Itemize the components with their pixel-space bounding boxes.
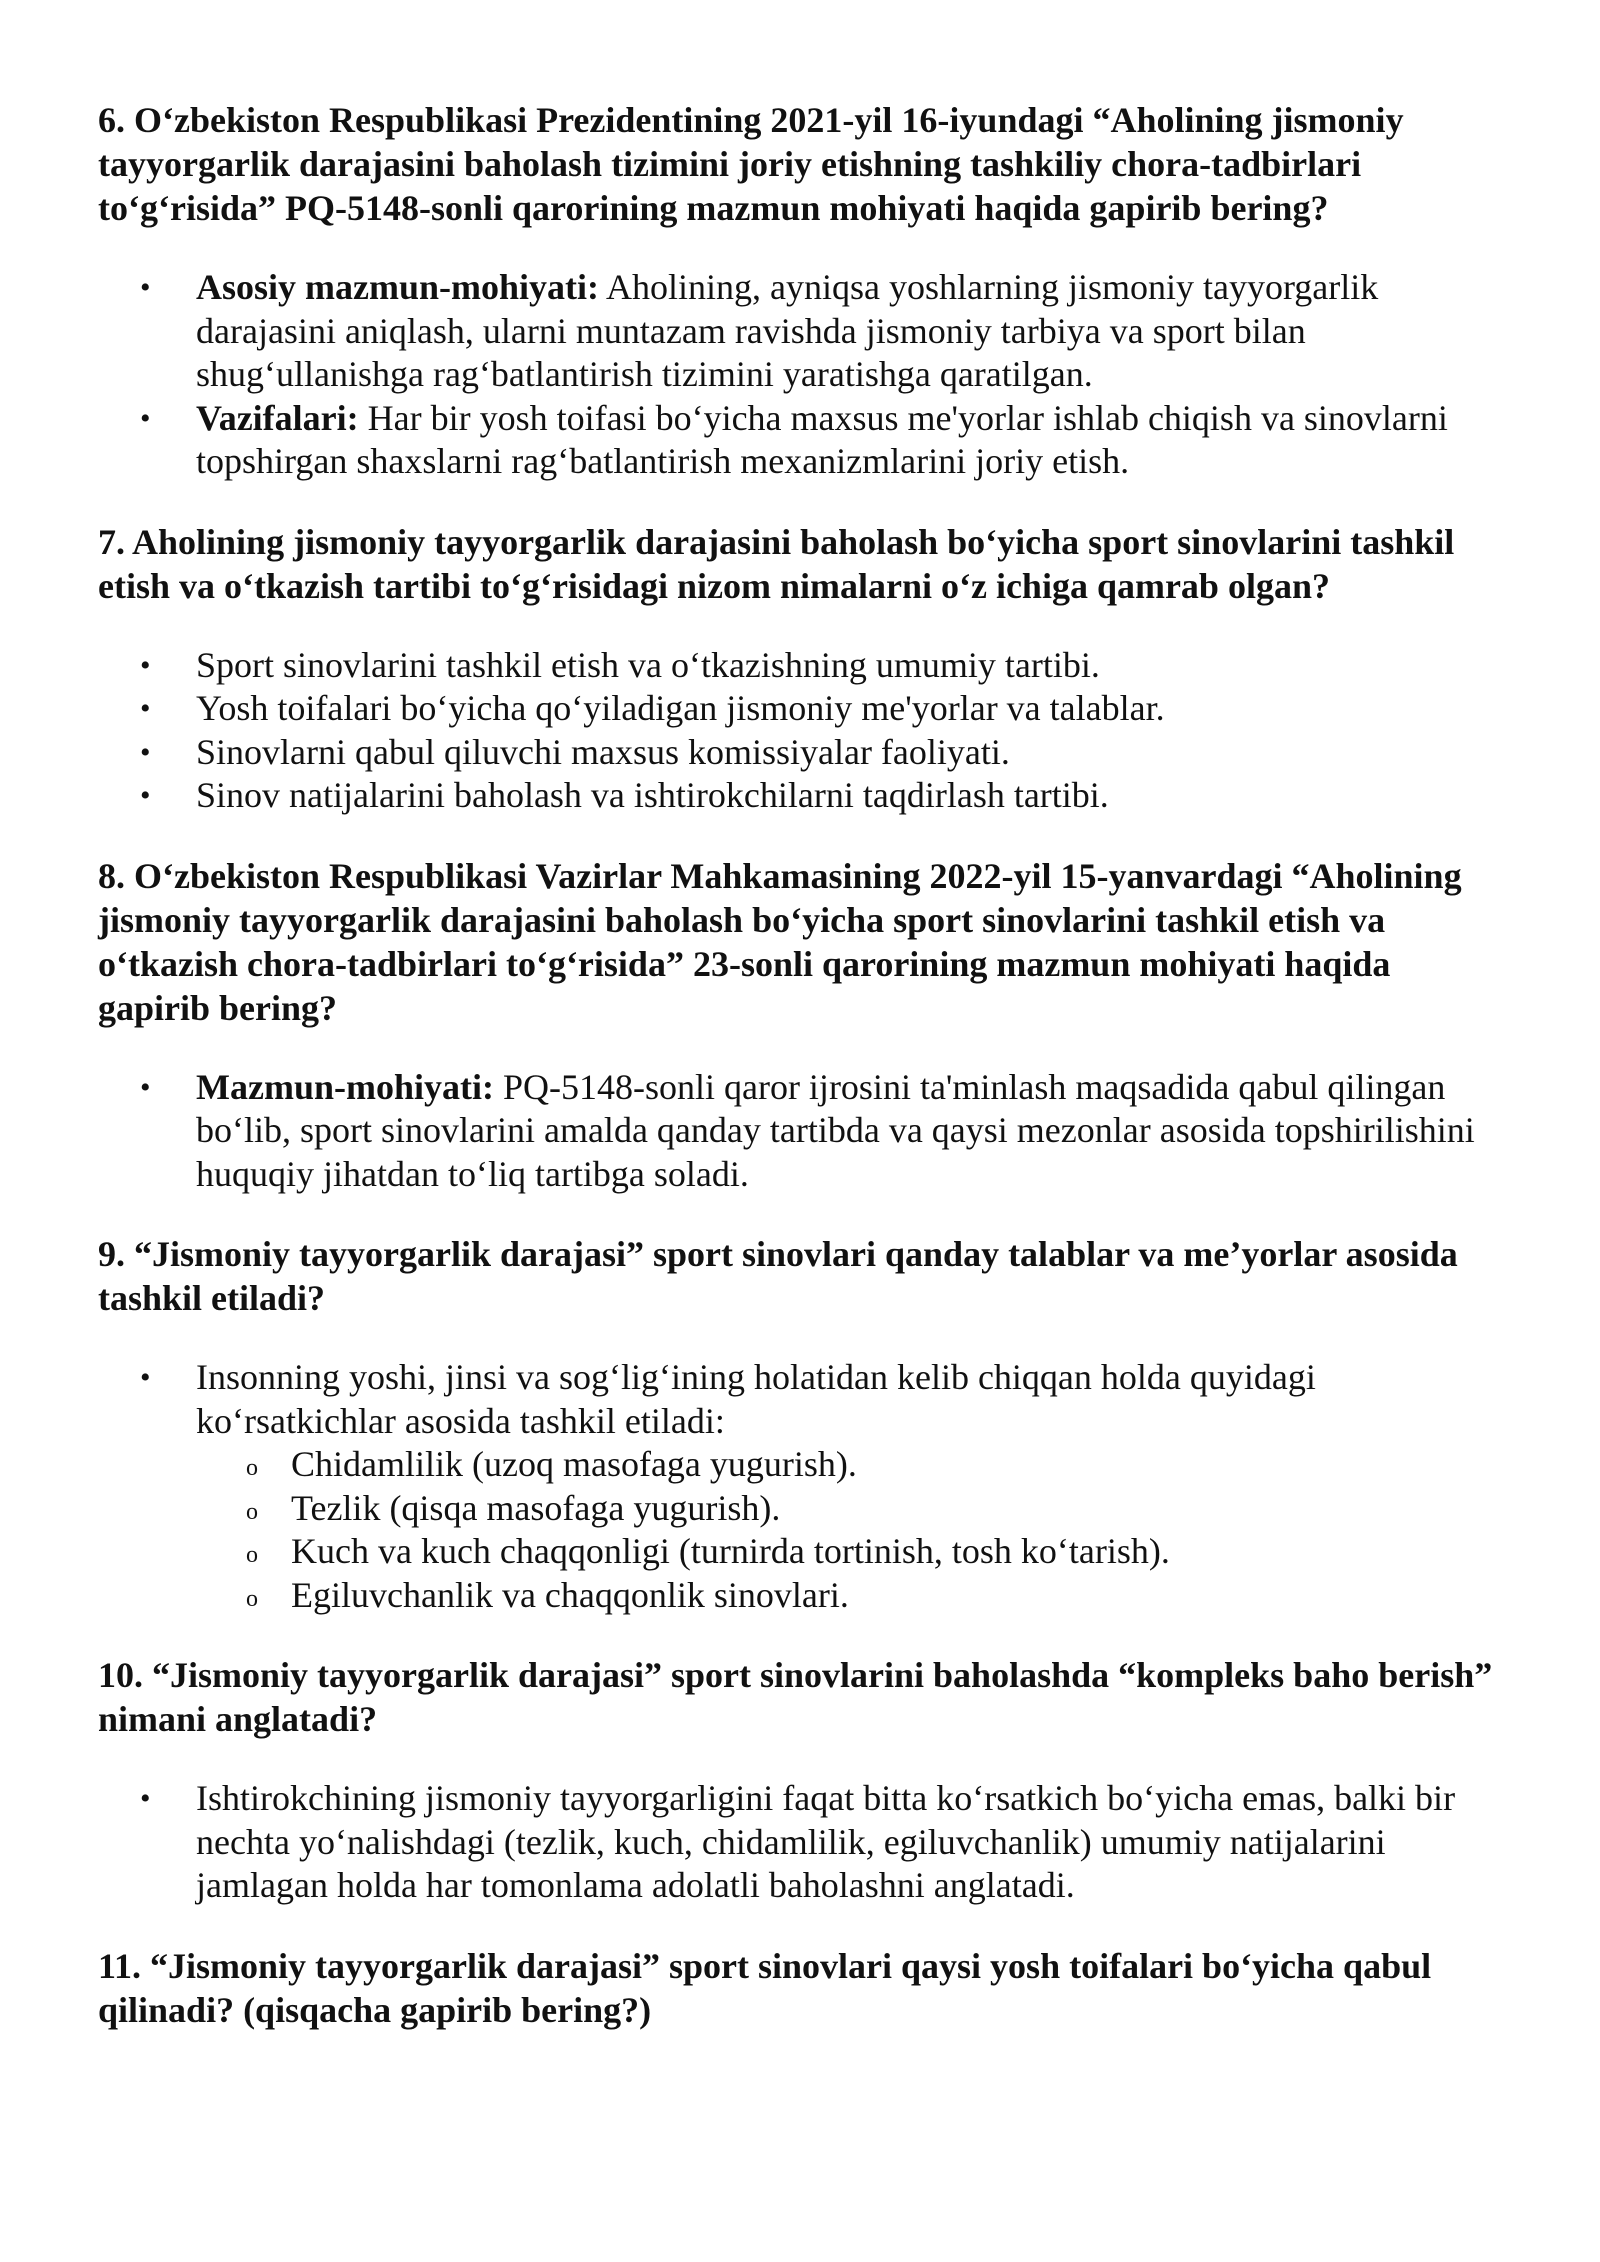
question-10: 10. “Jismoniy tayyorgarlik darajasi” sport sinovlarini baholashda “kompleks baho berish” nimani anglatadi?	[98, 1655, 1493, 1739]
list-item: • Ishtirokchining jismoniy tayyorgarligini faqat bitta ko‘rsatkich bo‘yicha emas, balki bir nechta yo‘nalishdagi (tezlik, kuch, chidamlilik, egiluvchanlik) umumiy natijalarini jamlagan holda har tomonlama adolatli baholashni anglatadi.	[98, 1777, 1510, 1908]
item-label: Mazmun-mohiyati:	[196, 1066, 494, 1107]
list-item	[98, 1066, 1510, 1197]
list-item	[98, 266, 1510, 397]
sub-list	[196, 1443, 1510, 1617]
question-7: 7. Aholining jismoniy tayyorgarlik darajasini baholash bo‘yicha sport sinovlarini tashkil etish va o‘tkazish tartibi to‘g‘risidagi nizom nimalarni o‘z ichiga qamrab olgan?	[98, 521, 1455, 606]
list-item: • Sinov natijalarini baholash va ishtirokchilarni taqdirlash tartibi.	[98, 774, 1510, 818]
sub-list-item: o Egiluvchanlik va chaqqonlik sinovlari.	[196, 1574, 1510, 1618]
sub-list-item: o Tezlik (qisqa masofaga yugurish).	[196, 1487, 1510, 1531]
answer-list-8	[98, 1066, 1510, 1197]
list-item: • Sport sinovlarini tashkil etish va o‘tkazishning umumiy tartibi.	[98, 644, 1510, 688]
item-label: Asosiy mazmun-mohiyati:	[196, 267, 599, 307]
sub-list-item: o Chidamlilik (uzoq masofaga yugurish).	[196, 1443, 1510, 1487]
list-item	[98, 1356, 1510, 1617]
answer-list-10	[98, 1777, 1510, 1908]
item-text: Aholining, ayniqsa yoshlarning jismoniy tayyorgarlik darajasini aniqlash, ularni muntazam ravishda jismoniy tarbiya va sport bilan shug‘ullanishga rag‘batlantirish tizimini yaratishga qaratilgan.	[196, 267, 1379, 394]
item-text: Insonning yoshi, jinsi va sog‘lig‘ining holatidan kelib chiqqan holda quyidagi ko‘rsatkichlar asosida tashkil etiladi:	[196, 1357, 1316, 1441]
answer-list-9	[98, 1356, 1510, 1617]
list-item: • Yosh toifalari bo‘yicha qo‘yiladigan jismoniy me'yorlar va talablar.	[98, 687, 1510, 731]
item-text: Har bir yosh toifasi bo‘yicha maxsus me'yorlar ishlab chiqish va sinovlarni topshirgan shaxslarni rag‘batlantirish mexanizmlarini joriy etish.	[196, 397, 1448, 481]
item-text: PQ-5148-sonli qaror ijrosini ta'minlash maqsadida qabul qilingan bo‘lib, sport sinovlarini amalda qanday tartibda va qaysi mezonlar asosida topshirilishini huquqiy jihatdan to‘liq tartibga soladi.	[196, 1066, 1475, 1194]
list-item	[98, 397, 1510, 484]
question-11: 11. “Jismoniy tayyorgarlik darajasi” sport sinovlari qaysi yosh toifalari bo‘yicha qabul qilinadi? (qisqacha gapirib bering?)	[98, 1945, 1432, 2030]
answer-list-6	[98, 266, 1510, 484]
list-item: • Sinovlarni qabul qiluvchi maxsus komissiyalar faoliyati.	[98, 731, 1510, 775]
question-8: 8. O‘zbekiston Respublikasi Vazirlar Mahkamasining 2022-yil 15-yanvardagi “Aholining jismoniy tayyorgarlik darajasini baholash bo‘yicha sport sinovlarini tashkil etish va o‘tkazish chora-tadbirlari to‘g‘risida” 23-sonli qarorining mazmun mohiyati haqida gapirib bering?	[98, 855, 1462, 1028]
question-6: 6. O‘zbekiston Respublikasi Prezidentining 2021-yil 16-iyundagi “Aholining jismoniy tayyorgarlik darajasini baholash tizimini joriy etishning tashkiliy chora-tadbirlari to‘g‘risida” PQ-5148-sonli qarorining mazmun mohiyati haqida gapirib bering?	[98, 100, 1404, 228]
sub-list-item: o Kuch va kuch chaqqonligi (turnirda tortinish, tosh ko‘tarish).	[196, 1530, 1510, 1574]
question-9: 9. “Jismoniy tayyorgarlik darajasi” sport sinovlari qanday talablar va me’yorlar asosida tashkil etiladi?	[98, 1234, 1458, 1318]
answer-list-7	[98, 644, 1510, 818]
item-label: Vazifalari:	[196, 397, 359, 438]
